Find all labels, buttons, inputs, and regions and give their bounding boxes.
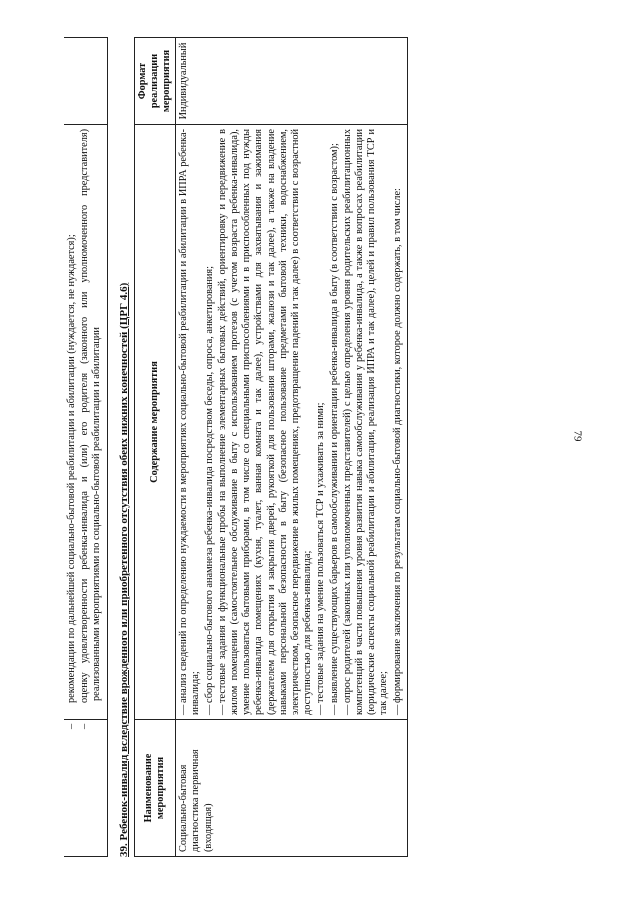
list-item: —формирование заключения по результатам социально-бытовой диагностики, которое должно содержать, в том числе: xyxy=(391,188,403,715)
measure-format: Индивидуальный xyxy=(176,38,408,125)
empty-cell xyxy=(64,720,107,857)
list-item: —опрос родителей (законных или уполномоченных представителей) с целью определения уровня родительских реабилитационных компетенций в части повышения уровня развития навыка самообслуживания у ребенка-инвалида, а также в вопросах реабилитации (юридические аспекты социальной реабилитации и абилитации, реализация ИПРА и так далее), целей и правил пользования ТСР и так далее; xyxy=(341,129,390,715)
list-item: —сбор социально-бытового анамнеза ребенка-инвалида посредством беседы, опроса, анкетирования; xyxy=(203,265,215,715)
header-name: Наименование мероприятия xyxy=(134,720,176,857)
list-item: –оценку удовлетворенности ребенка-инвалида и (или) его родителя (законного или уполномоченного представителя) реализованными мероприятиями по социально-бытовой реабилитации и абилитации xyxy=(79,129,103,729)
page-number: 79 xyxy=(571,430,584,442)
list-item: —тестовые задания и функциональные пробы на выполнение элементарных бытовых действий, ориентировку и передвижение в жилом помещении (самостоятельное обслуживание в быту с использованием протезов (с учетом возраста ребенка-инвалида), умение пользоваться бытовыми приборами, в том числе со специальными приспособлениями и в приспособленных под нужды ребенка-инвалида помещениях (кухня, туалет, ванная комната и так далее), устройствами для захватывания и зажимания (держателем для открытия и закрытия дверей, рукояткой для пользования шторами, жалюзи и так далее), а также на владение навыками персональной безопасности в быту (безопасное пользование предметами бытовой техники, водоснабжением, электричеством, безопасное передвижение в жилых помещениях, предотвращение падений и так далее) в соответствии с возрастной доступностью для ребенка-инвалида; xyxy=(216,129,314,715)
header-content: Содержание мероприятия xyxy=(134,125,176,720)
table-header-row xyxy=(134,38,176,857)
list-item: –рекомендации по дальнейшей социально-бытовой реабилитации и абилитации (нуждается, не нуждается); xyxy=(66,234,77,729)
section-title: 39. Ребенок-инвалид вследствие врожденного или приобретенного отсутствия обеих нижних конечностей (ЦРГ 4.6) xyxy=(117,282,130,857)
measures-table xyxy=(134,37,408,857)
empty-cell xyxy=(64,38,107,125)
table-row xyxy=(176,38,408,857)
list-item: —выявление существующих барьеров в самообслуживании и ориентации ребенка-инвалида в быту (в соответствии с возрастом); xyxy=(328,143,340,715)
header-format: Формат реализации мероприятия xyxy=(134,38,176,125)
list-item: —анализ сведений по определению нуждаемости в мероприятиях социально-бытовой реабилитации и абилитации в ИПРА ребенка-инвалида; xyxy=(178,129,202,715)
list-item: —тестовые задания на умение пользоваться ТСР и ухаживать за ними; xyxy=(315,402,327,715)
measure-content xyxy=(176,125,408,720)
rotated-page xyxy=(64,37,584,857)
previous-table-fragment xyxy=(64,37,108,857)
measure-name: Социально-бытовая диагностика первичная (входящая) xyxy=(176,720,408,857)
previous-items-cell xyxy=(64,125,107,729)
